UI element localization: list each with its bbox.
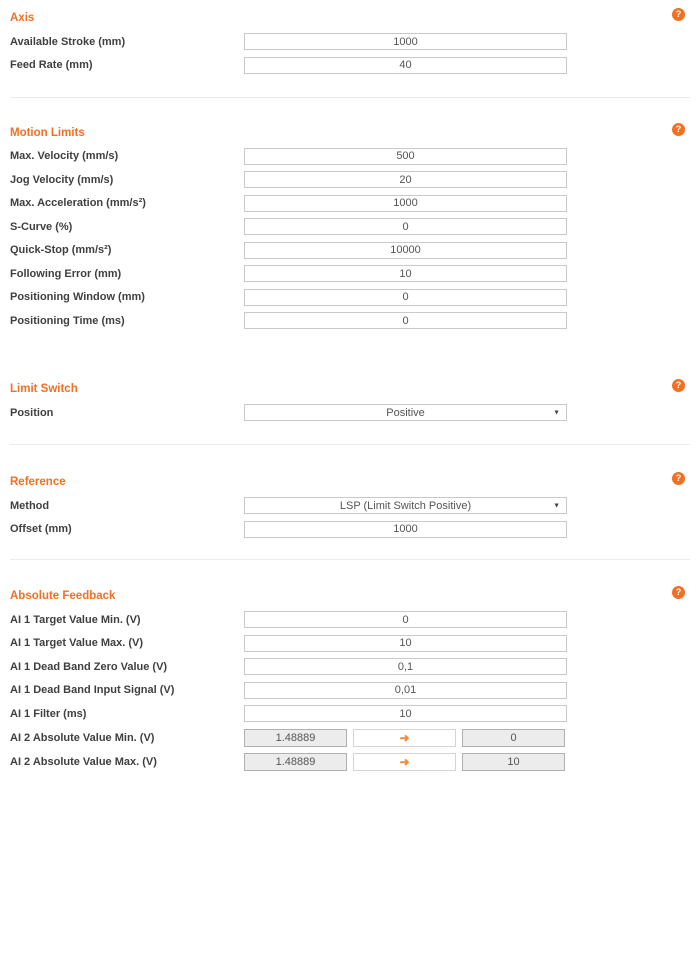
field-label: AI 1 Dead Band Zero Value (V) — [10, 660, 168, 673]
section-divider — [10, 444, 690, 445]
field-label: AI 2 Absolute Value Min. (V) — [10, 731, 155, 744]
help-icon[interactable]: ? — [672, 8, 685, 21]
ai1-dead-band-zero-input[interactable] — [244, 658, 567, 675]
positioning-time-input[interactable] — [244, 312, 567, 329]
form-row — [10, 658, 685, 675]
field-label: AI 1 Target Value Max. (V) — [10, 637, 144, 649]
field-label: Method — [10, 499, 50, 512]
field-label: Following Error (mm) — [10, 267, 122, 280]
positioning-window-input[interactable] — [244, 289, 567, 306]
form-row — [10, 635, 685, 652]
form-row — [10, 404, 685, 421]
field-label: Positioning Time (ms) — [10, 314, 125, 327]
form-row — [10, 265, 685, 282]
section-divider — [10, 97, 690, 98]
form-row — [10, 289, 685, 306]
arrow-right-icon: ➜ — [399, 730, 410, 745]
ai1-dead-band-input-signal-input[interactable] — [244, 682, 567, 699]
ai1-target-value-max-input[interactable] — [244, 635, 567, 652]
field-label: Available Stroke (mm) — [10, 35, 126, 48]
form-row — [10, 611, 685, 628]
section-header — [10, 8, 685, 22]
field-label: AI 1 Dead Band Input Signal (V) — [10, 684, 175, 696]
section-axis — [0, 8, 700, 74]
section-header — [10, 586, 685, 600]
chevron-down-icon: ▼ — [553, 409, 560, 416]
help-icon[interactable]: ? — [672, 123, 685, 136]
section-title: Absolute Feedback — [10, 590, 116, 602]
form-row — [10, 682, 685, 699]
section-absolute-feedback — [0, 586, 700, 771]
form-row — [10, 497, 685, 514]
jog-velocity-input[interactable] — [244, 171, 567, 188]
ai2-min-target-value: 0 — [462, 729, 565, 747]
form-row — [10, 729, 685, 747]
section-motion-limits — [0, 123, 700, 330]
section-divider — [10, 559, 690, 560]
max-acceleration-input[interactable] — [244, 195, 567, 212]
help-icon[interactable]: ? — [672, 586, 685, 599]
ai1-target-value-min-input[interactable] — [244, 611, 567, 628]
available-stroke-input[interactable] — [244, 33, 567, 50]
field-label: Positioning Window (mm) — [10, 291, 145, 303]
method-select[interactable] — [244, 497, 567, 514]
section-reference — [0, 472, 700, 538]
max-velocity-input[interactable] — [244, 148, 567, 165]
ai2-max-current-value: 1.48889 — [244, 753, 347, 771]
section-title: Motion Limits — [10, 126, 85, 139]
field-label: Jog Velocity (mm/s) — [10, 173, 114, 186]
offset-input[interactable] — [244, 521, 567, 538]
feed-rate-input[interactable] — [244, 57, 567, 74]
form-row — [10, 705, 685, 722]
ai1-filter-input[interactable] — [244, 705, 567, 722]
form-row — [10, 242, 685, 259]
form-row — [10, 218, 685, 235]
form-row — [10, 148, 685, 165]
form-row — [10, 195, 685, 212]
help-icon[interactable]: ? — [672, 472, 685, 485]
field-label: Quick-Stop (mm/s²) — [10, 244, 112, 256]
s-curve-input[interactable] — [244, 218, 567, 235]
form-row — [10, 312, 685, 329]
field-label: Max. Velocity (mm/s) — [10, 150, 119, 162]
field-label: S-Curve (%) — [10, 220, 73, 233]
select-value: LSP (Limit Switch Positive) — [339, 499, 472, 512]
position-select[interactable] — [244, 404, 567, 421]
section-limit-switch — [0, 379, 700, 421]
section-header — [10, 379, 685, 393]
section-header — [10, 123, 685, 137]
section-title: Axis — [10, 12, 35, 24]
field-label: Offset (mm) — [10, 523, 72, 535]
field-label: Position — [10, 406, 54, 419]
help-icon[interactable]: ? — [672, 379, 685, 392]
field-label: AI 1 Target Value Min. (V) — [10, 613, 141, 626]
section-title: Reference — [10, 476, 66, 488]
form-row — [10, 33, 685, 50]
field-label: Max. Acceleration (mm/s²) — [10, 197, 146, 209]
form-row — [10, 521, 685, 538]
following-error-input[interactable] — [244, 265, 567, 282]
ai2-max-target-value: 10 — [462, 753, 565, 771]
arrow-right-icon: ➜ — [399, 754, 410, 769]
form-row — [10, 753, 685, 771]
form-row — [10, 171, 685, 188]
section-title: Limit Switch — [10, 383, 78, 395]
ai2-max-transfer-button[interactable] — [353, 753, 456, 771]
chevron-down-icon: ▼ — [553, 502, 560, 509]
field-label: Feed Rate (mm) — [10, 59, 93, 71]
form-row — [10, 57, 685, 74]
field-label: AI 2 Absolute Value Max. (V) — [10, 755, 157, 768]
ai2-min-transfer-button[interactable] — [353, 729, 456, 747]
select-value: Positive — [386, 406, 425, 419]
quick-stop-input[interactable] — [244, 242, 567, 259]
section-header — [10, 472, 685, 486]
field-label: AI 1 Filter (ms) — [10, 707, 87, 720]
ai2-min-current-value: 1.48889 — [244, 729, 347, 747]
